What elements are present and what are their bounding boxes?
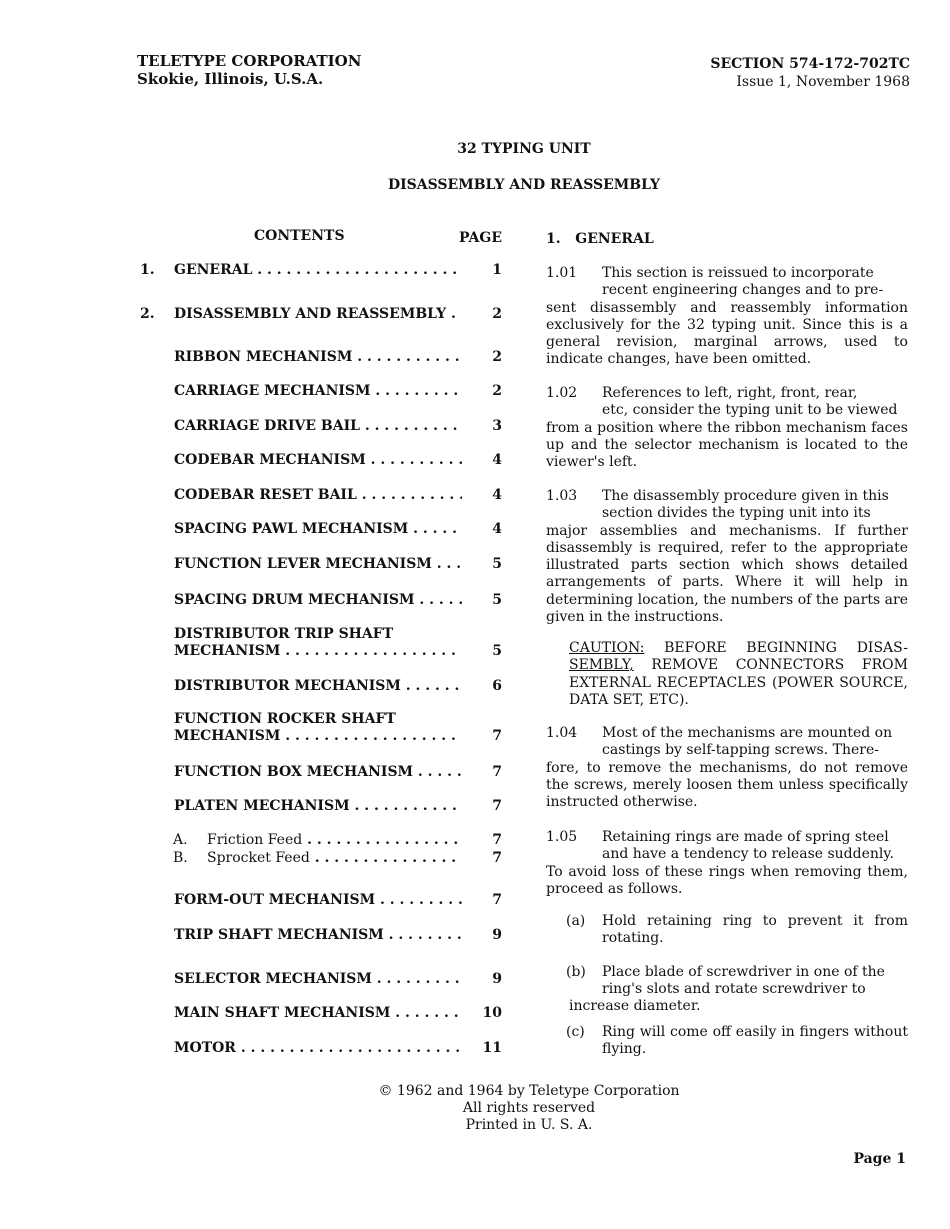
toc-entry-page: 2 [492, 383, 502, 399]
toc-entry-label: GENERAL . . . [174, 262, 462, 279]
toc-entry-page: 5 [492, 592, 502, 608]
toc-entry-page: 9 [492, 927, 502, 943]
toc-entry-page: 2 [492, 349, 502, 365]
toc-entry-number: 1. [140, 262, 155, 278]
toc-entry-label: FORM-OUT MECHANISM . . . [174, 892, 462, 909]
toc-entry-label: CARRIAGE MECHANISM . . . [174, 383, 462, 400]
toc-entry-page: 5 [492, 556, 502, 572]
paragraph-1-05: 1.05 Retaining rings are made of spring steel and have a tendency to release suddenly. To avoid loss of these rings when removing them, proceed as follows. [546, 829, 908, 897]
toc-entry-number: 2. [140, 306, 155, 322]
toc-entry [140, 850, 505, 868]
toc-entry [140, 764, 505, 782]
toc-entry [140, 262, 505, 280]
toc-entry-page: 3 [492, 418, 502, 434]
paragraph-number: 1.05 [546, 829, 578, 845]
toc-entry [140, 643, 505, 661]
toc-entry [140, 592, 505, 610]
toc-entry-page: 4 [492, 487, 502, 503]
document-title: 32 TYPING UNIT [457, 141, 591, 157]
toc-entry-label: Sprocket Feed . . . [207, 850, 462, 867]
toc-entry-label: FUNCTION BOX MECHANISM . . . [174, 764, 462, 781]
toc-entry-label-line1: DISTRIBUTOR TRIP SHAFT [174, 626, 394, 642]
toc-entry-label-line1: FUNCTION ROCKER SHAFT [174, 711, 396, 727]
toc-entry-page: 7 [492, 892, 502, 908]
step-b: (b) Place blade of screwdriver in one of the ring's slots and rotate screwdriver to [566, 964, 885, 998]
toc-entry [140, 832, 505, 850]
toc-entry-label: SPACING PAWL MECHANISM . . . [174, 521, 462, 538]
document-subtitle: DISASSEMBLY AND REASSEMBLY [387, 177, 661, 193]
toc-entry-label: MECHANISM . . . [174, 728, 462, 745]
toc-entry-label: DISTRIBUTOR MECHANISM . . . [174, 678, 462, 695]
toc-entry [140, 728, 505, 746]
toc-entry [140, 798, 505, 816]
step-c: (c) Ring will come off easily in fingers without flying. [566, 1024, 908, 1058]
paragraph-number: 1.04 [546, 725, 578, 741]
toc-entry-label: MOTOR . . . [174, 1040, 462, 1057]
toc-entry-label: Friction Feed . . . [207, 832, 462, 849]
toc-entry-page: 7 [492, 832, 502, 848]
copyright-line: © 1962 and 1964 by Teletype Corporation [378, 1083, 680, 1099]
toc-entry [140, 927, 505, 945]
toc-entry-page: 1 [492, 262, 502, 278]
step-b-continuation: increase diameter. [569, 998, 701, 1014]
caution-label: CAUTION: [569, 640, 645, 656]
copyright-notice [0, 1083, 950, 1134]
paragraph-1-01: 1.01 This section is reissued to incorporate recent engineering changes and to pre- sent disassembly and reassembly information exclusively for the 32 typing unit. Since this is a general revision, marginal arrows, used to indicate changes, have been omitted. [546, 265, 908, 368]
toc-entry-label: SPACING DRUM MECHANISM . . . [174, 592, 462, 609]
toc-entry-label: RIBBON MECHANISM . . . [174, 349, 462, 366]
toc-entry [140, 1005, 505, 1023]
toc-entry-label: CARRIAGE DRIVE BAIL . . . [174, 418, 462, 435]
toc-entry-label: MAIN SHAFT MECHANISM . . . [174, 1005, 462, 1022]
toc-entry-label: SELECTOR MECHANISM . . . [174, 971, 462, 988]
toc-entry-label: FUNCTION LEVER MECHANISM . . . [174, 556, 462, 573]
toc-entry [140, 349, 505, 367]
toc-entry [140, 306, 505, 324]
toc-entry-page: 11 [482, 1040, 502, 1056]
contents-heading: CONTENTS [254, 228, 345, 244]
page-column-heading: PAGE [459, 230, 502, 246]
toc-entry-label: CODEBAR MECHANISM . . . [174, 452, 462, 469]
toc-entry-page: 7 [492, 764, 502, 780]
toc-entry [140, 383, 505, 401]
toc-entry-label: CODEBAR RESET BAIL . . . [174, 487, 462, 504]
issue-date: Issue 1, November 1968 [736, 74, 910, 90]
printed-line: Printed in U. S. A. [465, 1117, 593, 1133]
company-location: Skokie, Illinois, U.S.A. [137, 70, 324, 88]
paragraph-number: 1.02 [546, 385, 578, 401]
toc-entry-page: 10 [482, 1005, 502, 1021]
toc-entry-page: 4 [492, 452, 502, 468]
toc-entry-page: 5 [492, 643, 502, 659]
toc-entry-number: B. [173, 850, 188, 866]
page-number: Page 1 [853, 1151, 906, 1167]
toc-entry-label: MECHANISM . . . [174, 643, 462, 660]
paragraph-1-04: 1.04 Most of the mechanisms are mounted on castings by self-tapping screws. There- fore, to remove the mechanisms, do not remove the screws, merely loosen them unless specifically instructed otherwise. [546, 725, 908, 811]
toc-entry [140, 971, 505, 989]
toc-entry-page: 6 [492, 678, 502, 694]
step-label: (c) [566, 1024, 585, 1040]
step-a: (a) Hold retaining ring to prevent it from rotating. [566, 913, 908, 947]
company-header [137, 52, 361, 88]
company-name: TELETYPE CORPORATION [137, 52, 362, 70]
section-number: SECTION 574-172-702TC [710, 56, 910, 72]
paragraph-1-03: 1.03 The disassembly procedure given in this section divides the typing unit into its major assemblies and mechanisms. If further disassembly is required, refer to the appropriate illustrated parts section which shows detailed arrangements of parts. Where it will help in determining location, the numbers of the parts are given in the instructions. [546, 488, 908, 626]
toc-entry [140, 678, 505, 696]
toc-entry [140, 1040, 505, 1058]
toc-entry [140, 487, 505, 505]
paragraph-number: 1.01 [546, 265, 578, 281]
toc-entry [140, 418, 505, 436]
toc-entry-page: 7 [492, 728, 502, 744]
toc-entry [140, 892, 505, 910]
toc-entry-label: DISASSEMBLY AND REASSEMBLY . . . [174, 306, 462, 323]
step-label: (a) [566, 913, 586, 929]
toc-entry-label: PLATEN MECHANISM . . . [174, 798, 462, 815]
toc-entry-page: 9 [492, 971, 502, 987]
step-label: (b) [566, 964, 586, 980]
toc-entry-label: TRIP SHAFT MECHANISM . . . [174, 927, 462, 944]
toc-entry-page: 4 [492, 521, 502, 537]
toc-entry [140, 521, 505, 539]
toc-entry-page: 2 [492, 306, 502, 322]
section-heading-general: 1. GENERAL [546, 231, 654, 247]
rights-line: All rights reserved [462, 1100, 596, 1116]
toc-entry [140, 452, 505, 470]
paragraph-1-02: 1.02 References to left, right, front, rear, etc, consider the typing unit to be viewed from a position where the ribbon mechanism faces up and the selector mechanism is located to the viewer's left. [546, 385, 908, 471]
paragraph-number: 1.03 [546, 488, 578, 504]
toc-entry-number: A. [173, 832, 188, 848]
section-header [710, 55, 910, 91]
toc-entry [140, 556, 505, 574]
toc-entry-page: 7 [492, 850, 502, 866]
caution-notice: CAUTION: BEFORE BEGINNING DISAS- SEMBLY, REMOVE CONNECTORS FROM EXTERNAL RECEPTACLES (POWER SOURCE, DATA SET, ETC). [569, 640, 908, 708]
toc-entry-page: 7 [492, 798, 502, 814]
